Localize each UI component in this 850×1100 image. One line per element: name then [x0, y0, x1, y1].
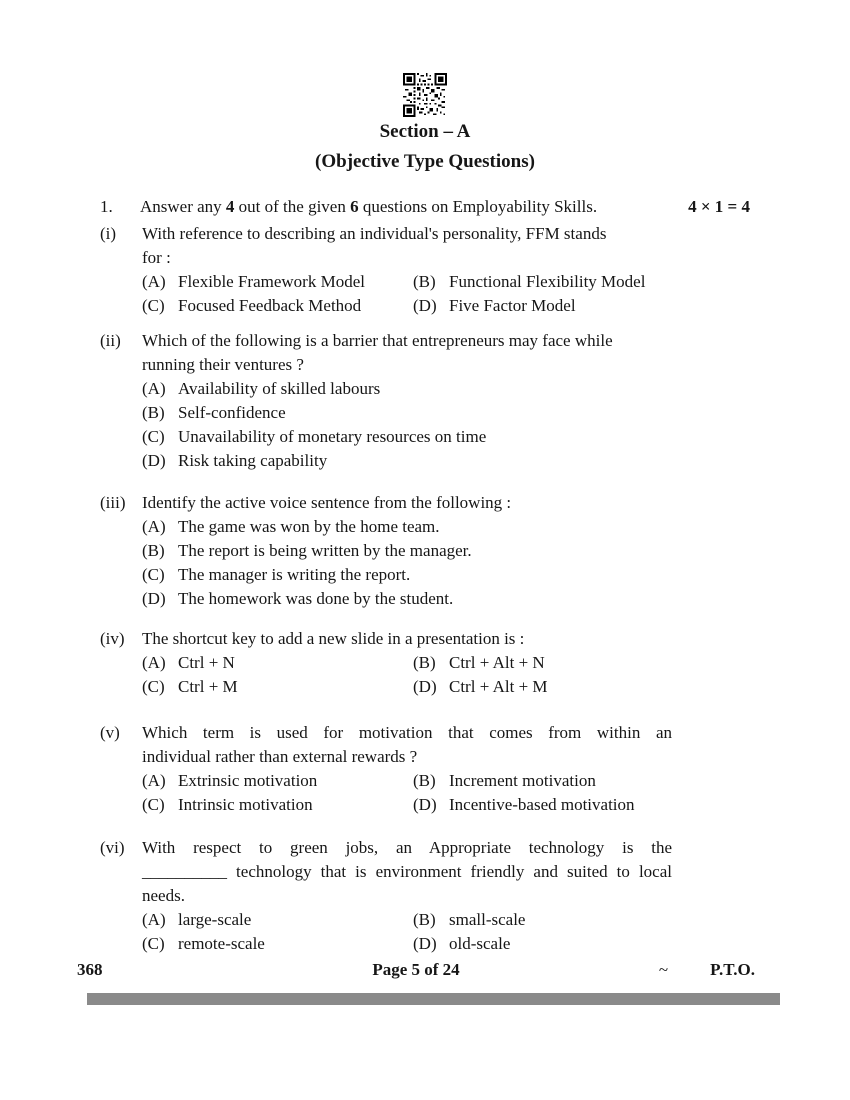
option-letter: (C) — [142, 427, 165, 446]
option-letter: (A) — [142, 910, 166, 929]
option-text: Ctrl + N — [178, 653, 235, 672]
sub-question-label: (iv) — [100, 629, 125, 648]
sub-question-label: (v) — [100, 723, 120, 742]
tilde-mark: ~ — [658, 960, 669, 979]
question-text-line: With respect to green jobs, an Appropriate technology is the — [142, 838, 672, 857]
option-letter: (B) — [142, 403, 165, 422]
option-d — [142, 449, 672, 473]
option-letter: (C) — [142, 296, 165, 315]
option-d — [413, 932, 672, 956]
option-text: Unavailability of monetary resources on time — [178, 427, 487, 446]
option-d — [413, 675, 672, 699]
option-letter: (B) — [413, 771, 436, 790]
qr-code-container — [100, 73, 750, 117]
option-c — [142, 425, 672, 449]
option-letter: (A) — [142, 771, 166, 790]
option-text: Incentive-based motivation — [449, 795, 635, 814]
option-letter: (D) — [413, 795, 437, 814]
option-b — [142, 401, 672, 425]
section-title: Section – A — [379, 121, 471, 142]
option-letter: (D) — [142, 451, 166, 470]
question-text-line: Identify the active voice sentence from the following : — [142, 493, 512, 512]
option-text: Ctrl + M — [178, 677, 238, 696]
option-text: Increment motivation — [449, 771, 596, 790]
option-text: The homework was done by the student. — [178, 589, 454, 608]
option-text: Ctrl + Alt + N — [449, 653, 545, 672]
option-text: The report is being written by the manager. — [178, 541, 472, 560]
option-text: Focused Feedback Method — [178, 296, 362, 315]
question-number: 1. — [100, 197, 113, 216]
option-b — [413, 651, 672, 675]
option-letter: (D) — [413, 296, 437, 315]
sub-question-v — [100, 721, 750, 817]
sub-question-label: (i) — [100, 224, 117, 243]
option-letter: (D) — [413, 677, 437, 696]
option-letter: (A) — [142, 653, 166, 672]
option-b — [413, 270, 672, 294]
question-1-header — [100, 195, 750, 219]
option-b — [142, 539, 672, 563]
option-c — [142, 563, 672, 587]
option-text: Availability of skilled labours — [178, 379, 381, 398]
option-c — [142, 294, 413, 318]
option-c — [142, 793, 413, 817]
option-d — [413, 294, 672, 318]
option-text: Functional Flexibility Model — [449, 272, 646, 291]
option-letter: (B) — [413, 272, 436, 291]
option-b — [413, 769, 672, 793]
sub-question-iv — [100, 627, 750, 699]
option-letter: (C) — [142, 795, 165, 814]
option-text: large-scale — [178, 910, 252, 929]
intro-number-4: 4 — [225, 197, 235, 216]
marks-label: 4 × 1 = 4 — [688, 197, 750, 216]
section-subtitle: (Objective Type Questions) — [315, 151, 535, 172]
option-letter: (C) — [142, 565, 165, 584]
question-intro — [140, 195, 597, 219]
options-grid — [142, 651, 672, 699]
option-a — [142, 908, 413, 932]
option-c — [142, 675, 413, 699]
intro-text: out of the given — [234, 197, 351, 216]
paper-code: 368 — [77, 960, 103, 979]
option-a — [142, 270, 413, 294]
option-letter: (A) — [142, 517, 166, 536]
option-letter: (B) — [142, 541, 165, 560]
option-text: Risk taking capability — [178, 451, 328, 470]
question-text-line: Which term is used for motivation that comes from within an — [142, 723, 672, 742]
option-a — [142, 651, 413, 675]
option-text: small-scale — [449, 910, 526, 929]
options-list — [142, 377, 672, 473]
option-letter: (D) — [142, 589, 166, 608]
option-a — [142, 515, 672, 539]
option-text: remote-scale — [178, 934, 265, 953]
option-text: The game was won by the home team. — [178, 517, 440, 536]
option-text: Intrinsic motivation — [178, 795, 313, 814]
question-text-line: for : — [142, 248, 171, 267]
sub-question-i — [100, 222, 750, 318]
sub-question-label: (vi) — [100, 838, 125, 857]
intro-number-6: 6 — [350, 197, 359, 216]
option-letter: (A) — [142, 379, 166, 398]
qr-code-icon — [403, 73, 447, 117]
question-text-line: With reference to describing an individual's personality, FFM stands — [142, 224, 607, 243]
intro-text: Answer any — [140, 197, 226, 216]
option-letter: (C) — [142, 677, 165, 696]
option-b — [413, 908, 672, 932]
question-text-line: running their ventures ? — [142, 355, 304, 374]
option-c — [142, 932, 413, 956]
options-grid — [142, 908, 672, 956]
option-text: old-scale — [449, 934, 511, 953]
question-text-line: Which of the following is a barrier that entrepreneurs may face while — [142, 331, 613, 350]
page-indicator: Page 5 of 24 — [372, 960, 460, 979]
option-a — [142, 377, 672, 401]
option-text: Flexible Framework Model — [178, 272, 365, 291]
pto-label: P.T.O. — [710, 960, 755, 979]
options-grid — [142, 270, 672, 318]
sub-question-iii — [100, 491, 750, 611]
option-text: The manager is writing the report. — [178, 565, 411, 584]
option-text: Self-confidence — [178, 403, 286, 422]
question-text-line: __________ technology that is environment friendly and suited to local — [142, 862, 672, 881]
sub-question-label: (ii) — [100, 331, 121, 350]
option-letter: (D) — [413, 934, 437, 953]
option-letter: (B) — [413, 910, 436, 929]
option-text: Five Factor Model — [449, 296, 576, 315]
sub-question-ii — [100, 329, 750, 473]
option-d — [413, 793, 672, 817]
question-text-line: individual rather than external rewards ? — [142, 747, 418, 766]
options-grid — [142, 769, 672, 817]
option-d — [142, 587, 672, 611]
intro-text: questions on Employability Skills. — [358, 197, 598, 216]
option-a — [142, 769, 413, 793]
page-footer — [77, 958, 755, 982]
option-letter: (B) — [413, 653, 436, 672]
question-text-line: needs. — [142, 886, 185, 905]
question-text-line: The shortcut key to add a new slide in a presentation is : — [142, 629, 525, 648]
option-text: Extrinsic motivation — [178, 771, 318, 790]
option-letter: (A) — [142, 272, 166, 291]
sub-question-vi — [100, 836, 750, 956]
sub-question-label: (iii) — [100, 493, 126, 512]
options-list — [142, 515, 672, 611]
option-text: Ctrl + Alt + M — [449, 677, 548, 696]
bottom-rule-bar — [87, 993, 780, 1005]
option-letter: (C) — [142, 934, 165, 953]
